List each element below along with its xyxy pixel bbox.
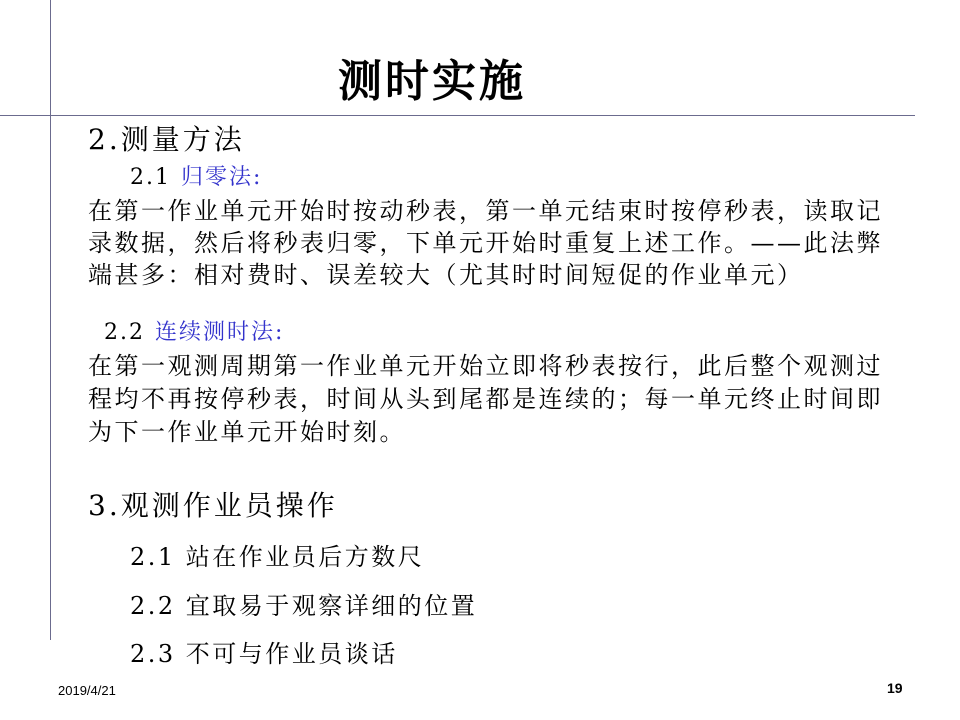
subheading-zero-method <box>130 163 262 193</box>
slide-title: 测时实施 <box>338 56 526 107</box>
section-heading-observer-operation: 3.观测作业员操作 <box>88 489 338 522</box>
vertical-rule <box>50 0 51 640</box>
list-item: 2.2 宜取易于观察详细的位置 <box>130 591 478 620</box>
subheading-label: 连续测时法: <box>155 320 285 345</box>
observer-operation-list <box>130 533 477 679</box>
paragraph-zero-method <box>88 195 883 291</box>
paragraph-line: 为下一作业单元开始时刻。 <box>88 418 406 446</box>
paragraph-line: 在第一观测周期第一作业单元开始立即将秒表按行，此后整个观测过 <box>88 352 883 380</box>
horizontal-rule <box>0 115 915 116</box>
paragraph-line: 程均不再按停秒表，时间从头到尾都是连续的；每一单元终止时间即 <box>88 385 883 413</box>
paragraph-line: 端甚多：相对费时、误差较大（尤其时时间短促的作业单元） <box>88 261 804 289</box>
subheading-label: 归零法: <box>181 165 263 190</box>
paragraph-continuous-method <box>88 350 883 449</box>
subheading-number: 2.1 <box>130 165 171 190</box>
paragraph-line: 在第一作业单元开始时按动秒表，第一单元结束时按停秒表，读取记 <box>88 197 883 225</box>
footer-date: 2019/4/21 <box>58 683 116 698</box>
subheading-continuous-method <box>104 318 284 348</box>
section-heading-measurement-methods: 2.测量方法 <box>88 123 245 156</box>
paragraph-line: 录数据，然后将秒表归零，下单元开始时重复上述工作。——此法弊 <box>88 229 883 257</box>
list-item: 2.3 不可与作业员谈话 <box>130 640 398 668</box>
subheading-number: 2.2 <box>104 320 145 345</box>
list-item: 2.1 站在作业员后方数尺 <box>130 543 425 571</box>
page-number: 19 <box>887 680 903 696</box>
